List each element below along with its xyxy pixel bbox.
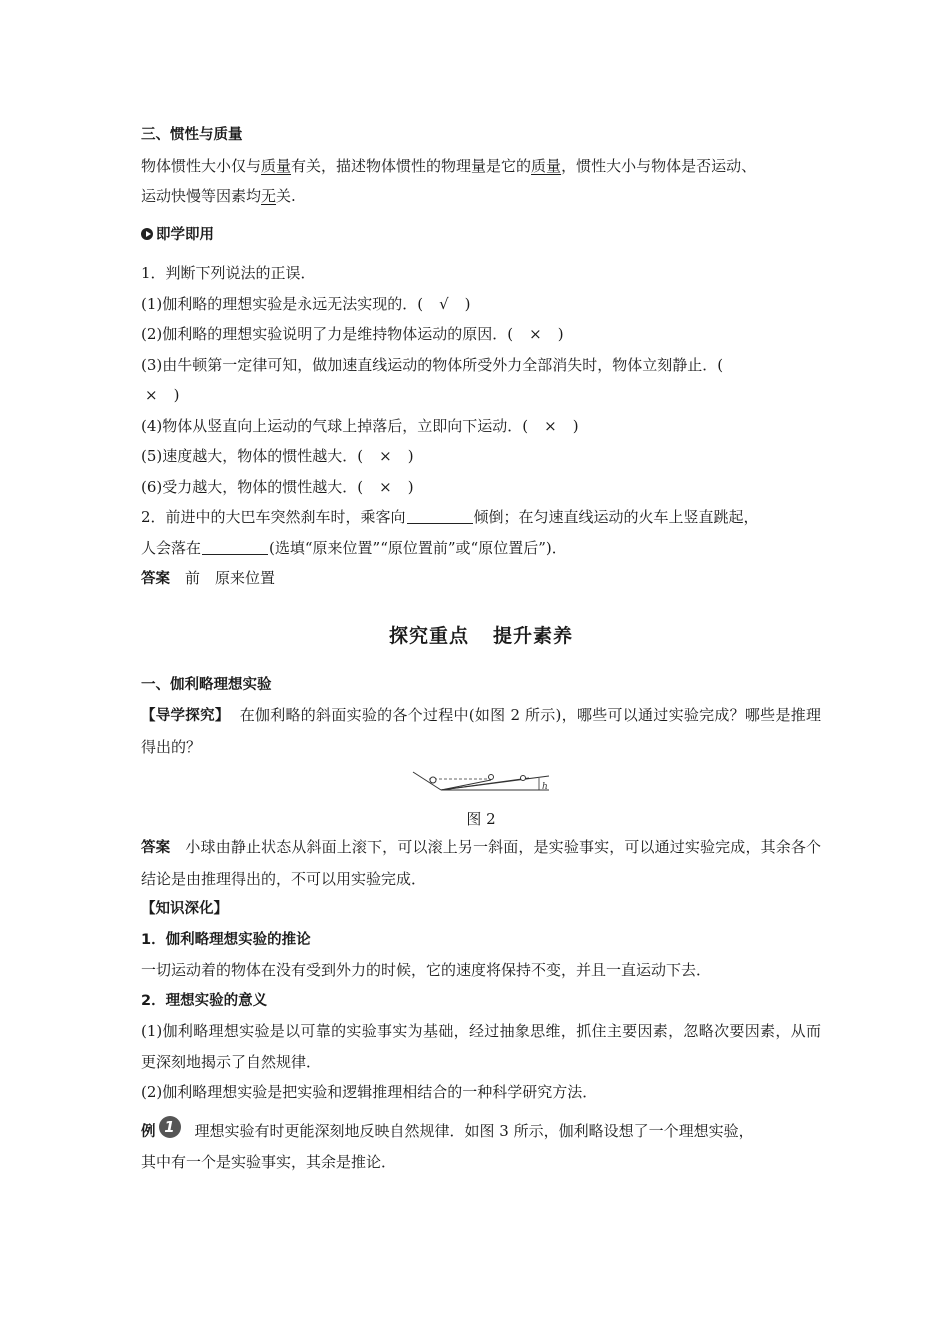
judgement-item-3: [141, 350, 821, 411]
judgement-item-1: [141, 289, 821, 320]
example-1-cont: 其中有一个是实验事实，其余是推论．: [141, 1153, 397, 1171]
galileo-incline-diagram: [411, 768, 551, 802]
judgement-item-5: [141, 441, 821, 472]
answer-label: 答案: [141, 840, 171, 856]
text: 有关，描述物体惯性的物理量是它的: [291, 156, 532, 175]
answer-mark: ×: [544, 416, 557, 435]
judgement-item-4: [141, 411, 821, 442]
knowledge-point-1-title: 1．伽利略理想实验的推论: [141, 931, 311, 948]
answer-text: 小球由静止状态从斜面上滚下，可以滚上另一斜面，是实验事实，可以通过实验完成，其余各个结论是由推理得出的，不可以用实验完成．: [141, 838, 821, 888]
answer-mark: ×: [379, 447, 392, 465]
text: 人会落在: [141, 538, 202, 557]
question-2-cont: [141, 533, 821, 564]
practice-title: 即学即用: [156, 226, 214, 243]
answer-blank: [407, 507, 473, 524]
item-text: (3)由牛顿第一定律可知，做加速直线运动的物体所受外力全部消失时，物体立刻静止．(: [141, 355, 724, 374]
item-text: (4)物体从竖直向上运动的气球上掉落后，立即向下运动．(: [141, 416, 529, 435]
part-heading-galileo: 一、伽利略理想实验: [141, 676, 272, 693]
height-label: h: [542, 782, 548, 792]
figure-2: [141, 768, 821, 806]
example-1: [141, 1116, 821, 1148]
underlined-answer: 质量: [531, 156, 562, 175]
underlined-answer: 无: [261, 187, 277, 205]
paren: ): [464, 294, 471, 313]
knowledge-point-1-text: 一切运动着的物体在没有受到外力的时候，它的速度将保持不变，并且一直运动下去．: [141, 961, 712, 979]
paren: ): [173, 386, 180, 404]
item-text: (6)受力越大，物体的惯性越大．(: [141, 477, 364, 496]
text: 倾倒；在匀速直线运动的火车上竖直跳起，: [473, 508, 759, 526]
judgement-item-6: [141, 472, 821, 503]
text: 2．前进中的大巴车突然刹车时，乘客向: [141, 508, 406, 526]
text: 物体惯性大小仅与: [141, 156, 262, 175]
answer-text: 前 原来位置: [185, 569, 276, 587]
answer-blank: [202, 538, 268, 555]
guide-question: [141, 700, 821, 762]
question-1: 1．判断下列说法的正误．: [141, 264, 316, 282]
guide-label: 【导学探究】: [141, 708, 230, 724]
answer-mark: ×: [379, 477, 392, 496]
answer-mark: ×: [529, 325, 542, 343]
play-icon: [141, 228, 153, 240]
paren: ): [557, 325, 564, 343]
judgement-item-2: [141, 319, 821, 350]
knowledge-point-2-title: 2．理想实验的意义: [141, 992, 268, 1009]
answer-mark: √: [439, 294, 449, 313]
paragraph-inertia-mass-cont: [141, 181, 821, 212]
paren: ): [407, 447, 414, 465]
item-text: (5)速度越大，物体的惯性越大．(: [141, 447, 364, 465]
example-text: 理想实验有时更能深刻地反映自然规律．如图 3 所示，伽利略设想了一个理想实验，: [194, 1121, 754, 1140]
text: ，惯性大小与物体是否运动、: [561, 156, 757, 175]
paragraph-inertia-mass: [141, 151, 821, 182]
section-title: [141, 621, 821, 648]
underlined-answer: 质量: [261, 156, 292, 175]
question-2: [141, 502, 821, 533]
section-title-right: 提升素养: [493, 624, 574, 647]
answer-2: [141, 563, 821, 595]
practice-heading: [141, 220, 821, 251]
item-text: (2)伽利略的理想实验说明了力是维持物体运动的原因．(: [141, 325, 514, 343]
example-number-badge: 1: [159, 1116, 181, 1138]
item-text: (1)伽利略的理想实验是永远无法实现的．(: [141, 294, 424, 313]
knowledge-point-2-p1: (1)伽利略理想实验是以可靠的实验事实为基础，经过抽象思维，抓住主要因素，忽略次要因素，从而更深刻地揭示了自然规律．: [141, 1022, 821, 1071]
answer-guide: [141, 832, 821, 894]
knowledge-deepen-label: 【知识深化】: [141, 901, 228, 917]
answer-label: 答案: [141, 571, 170, 587]
text: 运动快慢等因素均: [141, 187, 262, 205]
guide-text: 在伽利略的斜面实验的各个过程中(如图 2 所示)，哪些可以通过实验完成？哪些是推理得出的？: [141, 706, 821, 756]
example-label: 例: [141, 1123, 156, 1140]
text: (选填“原来位置”“原位置前”或“原位置后”)．: [269, 538, 567, 557]
paren: ): [572, 416, 579, 435]
knowledge-point-2-p2: (2)伽利略理想实验是把实验和逻辑推理相结合的一种科学研究方法．: [141, 1083, 598, 1101]
text: 关.: [276, 187, 296, 205]
paren: ): [407, 477, 414, 496]
answer-mark: ×: [145, 386, 158, 404]
section-title-left: 探究重点: [388, 624, 469, 647]
document-page: [141, 120, 821, 1178]
figure-caption: 图 2: [466, 810, 496, 828]
section-heading-inertia-mass: 三、惯性与质量: [141, 127, 243, 143]
